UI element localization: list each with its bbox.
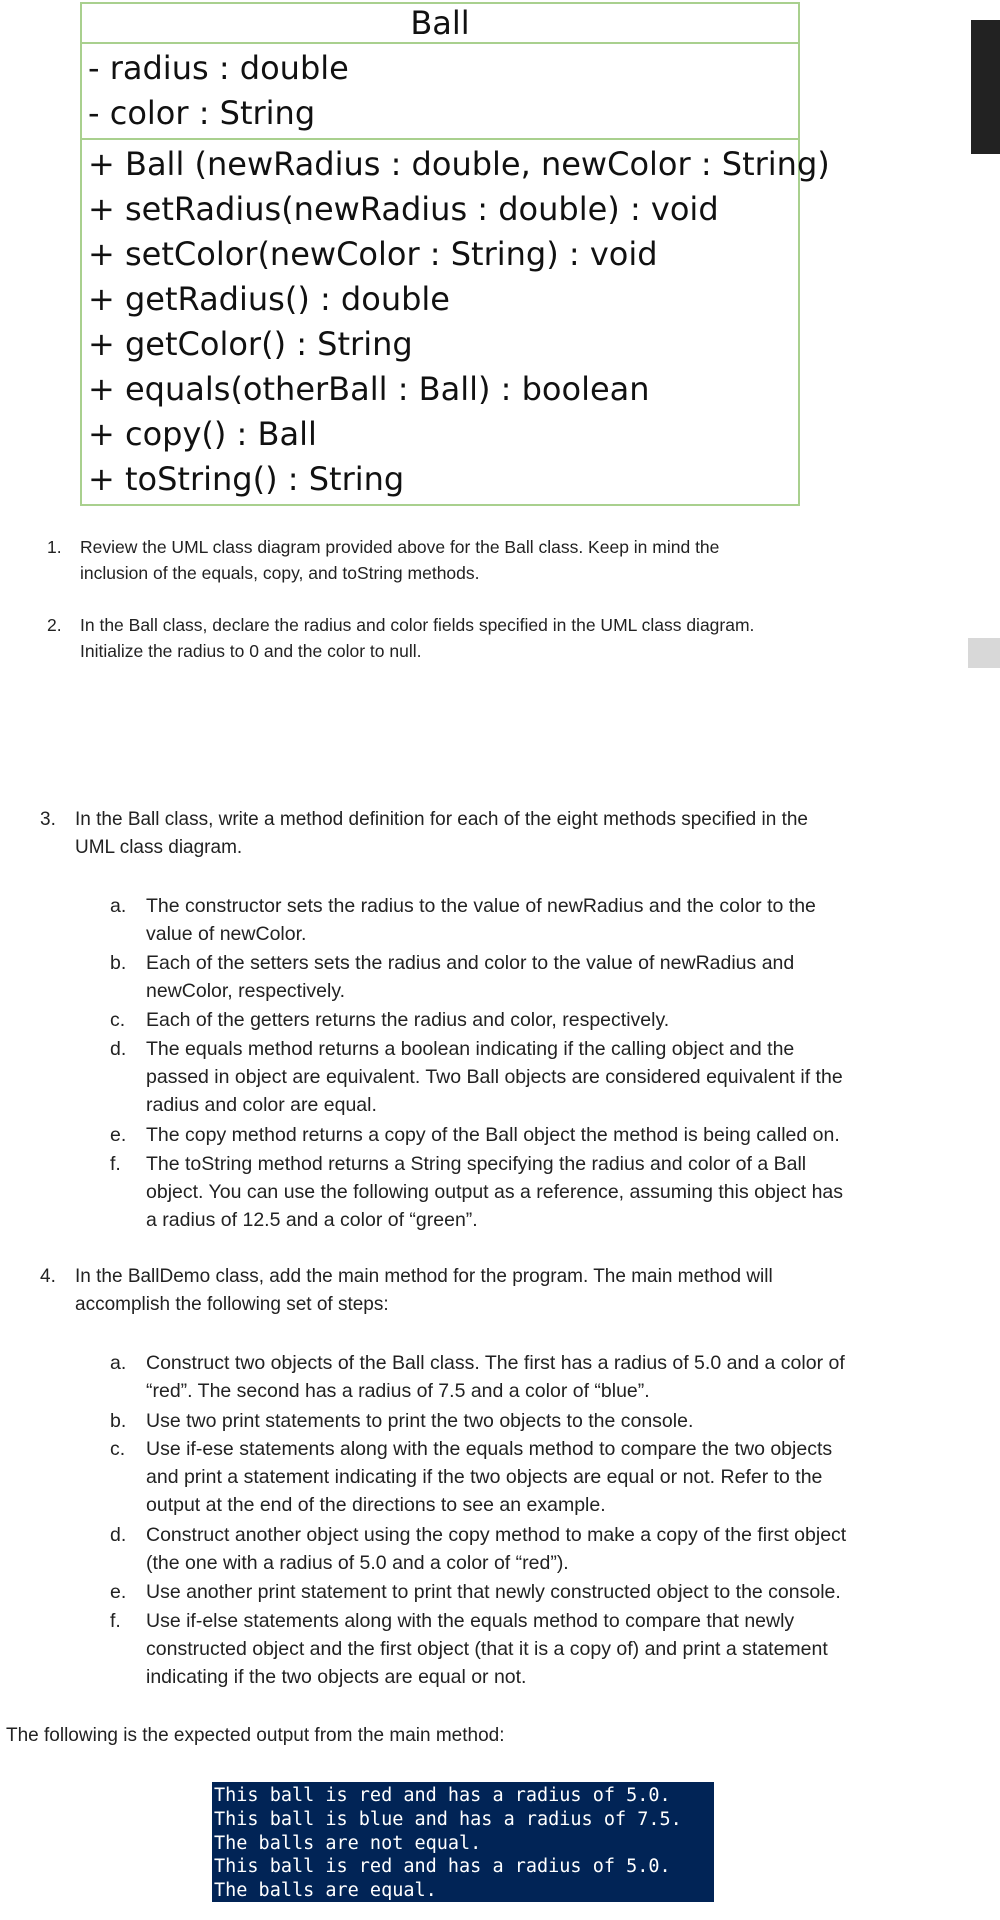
console-output [212,1782,714,1902]
substep-text-line: indicating if the two objects are equal or not. [146,1666,527,1688]
uml-field: - color : String [88,94,316,132]
substep-text-line: Each of the setters sets the radius and color to the value of newRadius and [146,952,795,974]
uml-methods [82,140,830,504]
console-line: This ball is red and has a radius of 5.0. [214,1785,671,1806]
step-number: 2. [47,615,62,635]
uml-method: + copy() : Ball [88,415,317,453]
substep-text-line: (the one with a radius of 5.0 and a color of “red”). [146,1552,569,1574]
substep-text-line: Use another print statement to print that newly constructed object to the console. [146,1581,841,1603]
substep-text-line: “red”. The second has a radius of 7.5 and a color of “blue”. [146,1380,650,1402]
substep-text-line: constructed object and the first object (that it is a copy of) and print a statement [146,1638,828,1660]
uml-fields [82,44,798,140]
substep-text-line: Construct another object using the copy method to make a copy of the first object [146,1524,847,1546]
uml-method: + Ball (newRadius : double, newColor : String) [88,145,830,183]
substep-text-line: Use two print statements to print the two objects to the console. [146,1410,694,1432]
step-text-line: Review the UML class diagram provided above for the Ball class. Keep in mind the [80,537,720,557]
console-line: This ball is red and has a radius of 5.0. [214,1856,671,1878]
substep-text-line: output at the end of the directions to see an example. [146,1494,606,1516]
substep-text-line: Use if-ese statements along with the equals method to compare the two objects [146,1438,833,1460]
substep-text-line: Each of the getters returns the radius and color, respectively. [146,1009,670,1031]
substep-text-line: The toString method returns a String specifying the radius and color of a Ball [146,1153,807,1175]
console-line: This ball is blue and has a radius of 7.5. [214,1808,682,1830]
substep-text-line: The copy method returns a copy of the Ball object the method is being called on. [146,1124,840,1146]
console-line: The balls are not equal. [214,1832,482,1854]
step-number: 1. [47,537,62,557]
substep-text-line: value of newColor. [146,923,307,945]
substep-text-line: radius and color are equal. [146,1094,377,1116]
substep-letter: f. [110,1153,121,1175]
step-text-line: UML class diagram. [75,837,243,858]
uml-class-name: Ball [82,4,798,44]
uml-method: + toString() : String [88,460,405,498]
step-number: 4. [40,1266,56,1287]
substep-text-line: The constructor sets the radius to the value of newRadius and the color to the [146,895,816,917]
substep-letter: e. [110,1581,127,1603]
substep-letter: d. [110,1524,127,1546]
step-number: 3. [40,809,56,830]
step-text-line: In the Ball class, declare the radius and color fields specified in the UML class diagram. [80,615,755,635]
substep-letter: c. [110,1438,126,1460]
substep-letter: d. [110,1038,127,1060]
substep-text-line: The equals method returns a boolean indicating if the calling object and the [146,1038,795,1060]
substep-text-line: and print a statement indicating if the two objects are equal or not. Refer to the [146,1466,823,1488]
uml-method: + getColor() : String [88,325,413,363]
substep-letter: e. [110,1124,127,1146]
step-text-line: In the Ball class, write a method definition for each of the eight methods specified in the [75,809,808,830]
substep-text-line: object. You can use the following output as a reference, assuming this object has [146,1181,844,1203]
substep-text-line: Use if-else statements along with the equals method to compare that newly [146,1610,795,1632]
substep-letter: b. [110,1410,127,1432]
substep-text-line: a radius of 12.5 and a color of “green”. [146,1209,478,1231]
expected-output-intro: The following is the expected output from the main method: [6,1725,505,1746]
substep-text-line: Construct two objects of the Ball class. The first has a radius of 5.0 and a color of [146,1352,845,1374]
substep-text-line: newColor, respectively. [146,980,346,1002]
substep-letter: b. [110,952,127,974]
uml-class-diagram [80,2,830,506]
right-edge-dark-bar [971,20,1000,154]
step-text-line: In the BallDemo class, add the main method for the program. The main method will [75,1266,773,1287]
step-text-line: accomplish the following set of steps: [75,1294,389,1315]
right-edge-light-square [968,638,1000,668]
uml-method: + equals(otherBall : Ball) : boolean [88,370,650,408]
substep-letter: a. [110,1352,127,1374]
uml-method: + setRadius(newRadius : double) : void [88,190,719,228]
uml-method: + getRadius() : double [88,280,450,318]
console-line: The balls are equal. [214,1880,437,1902]
substep-letter: f. [110,1610,121,1632]
substep-letter: c. [110,1009,126,1031]
uml-method: + setColor(newColor : String) : void [88,235,658,273]
step-text-line: inclusion of the equals, copy, and toString methods. [80,563,480,583]
step-text-line: Initialize the radius to 0 and the color to null. [80,641,422,661]
uml-field: - radius : double [88,49,349,87]
substep-letter: a. [110,895,127,917]
substep-text-line: passed in object are equivalent. Two Ball objects are considered equivalent if the [146,1066,843,1088]
